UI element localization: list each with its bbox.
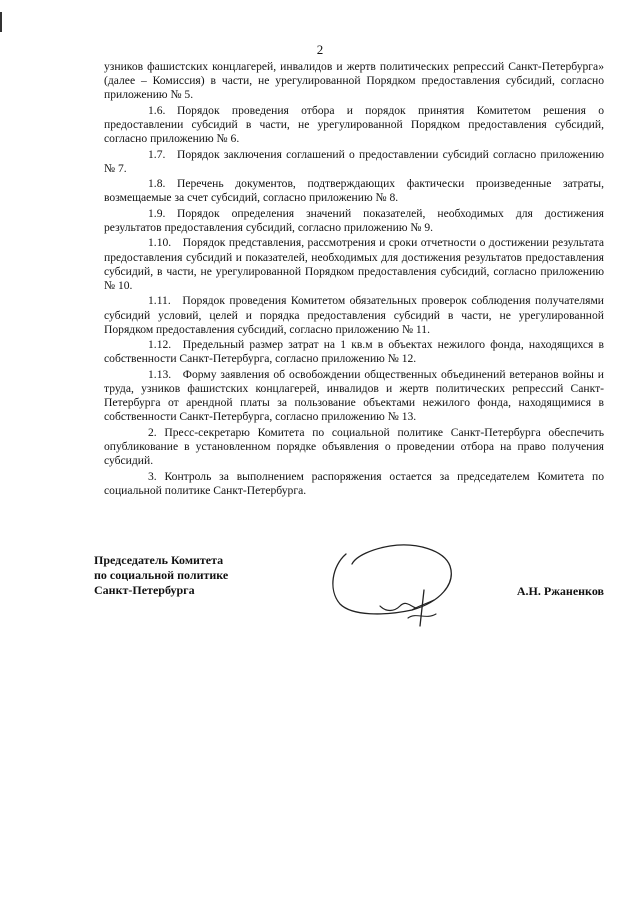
- paragraph-1-8: 1.8. Перечень документов, подтверждающих фактически произведенные затраты, возмещаемые за счет субсидий, согласно приложению № 8.: [104, 177, 604, 205]
- paragraph-1-11: 1.11. Порядок проведения Комитетом обязательных проверок соблюдения получателями субсидий условий, целей и порядка предоставления субсидий в части, не урегулированной Порядком предоставления субсидий, согласно приложению № 11.: [104, 294, 604, 336]
- paragraph-3: 3. Контроль за выполнением распоряжения остается за председателем Комитета по социальной политике Санкт-Петербурга.: [104, 469, 604, 497]
- paragraph-1-10: 1.10. Порядок представления, рассмотрения и сроки отчетности о достижении результата предоставления субсидий и показателей, необходимых для достижения результатов предоставления субсидий, в части, не урегулированной Порядком предоставления субсидий, согласно приложению № 10.: [104, 236, 604, 292]
- paragraph-continuation: узников фашистских концлагерей, инвалидов и жертв политических репрессий Санкт-Петербурга» (далее – Комиссия) в части, не урегулированной Порядком предоставления субсидий, согласно приложению № 5.: [104, 60, 604, 102]
- paragraph-1-6: 1.6. Порядок проведения отбора и порядок принятия Комитетом решения о предоставлении субсидий в части, не урегулированной Порядком предоставления субсидий, согласно приложению № 6.: [104, 103, 604, 146]
- paragraph-1-7: 1.7. Порядок заключения соглашений о предоставлении субсидий согласно приложению № 7.: [104, 147, 604, 175]
- signatory-title: [94, 553, 228, 598]
- signatory-title-line: Санкт-Петербурга: [94, 583, 195, 597]
- signatory-name: А.Н. Ржаненков: [516, 584, 604, 598]
- handwritten-signature: [324, 540, 474, 630]
- page-number: 2: [316, 42, 324, 57]
- document-body: [104, 60, 604, 499]
- scan-edge-mark: [0, 12, 2, 32]
- signatory-title-line: Председатель Комитета: [94, 553, 224, 567]
- paragraph-1-13: 1.13. Форму заявления об освобождении общественных объединений ветеранов войны и труда, узников фашистских концлагерей, инвалидов и жертв политических репрессий Санкт-Петербурга от арендной платы за пользование объектами нежилого фонда, находящимися в собственности Санкт-Петербурга, согласно приложению № 13.: [104, 367, 604, 424]
- paragraph-1-12: 1.12. Предельный размер затрат на 1 кв.м в объектах нежилого фонда, находящихся в собственности Санкт-Петербурга, согласно приложению № 12.: [104, 338, 604, 366]
- paragraph-1-9: 1.9. Порядок определения значений показателей, необходимых для достижения результатов предоставления субсидий, согласно приложению № 9.: [104, 206, 604, 234]
- paragraph-2: 2. Пресс-секретарю Комитета по социальной политике Санкт-Петербурга обеспечить опубликование в установленном порядке объявления о проведении отбора на право получения субсидий.: [104, 425, 604, 468]
- signatory-title-line: по социальной политике: [94, 568, 229, 582]
